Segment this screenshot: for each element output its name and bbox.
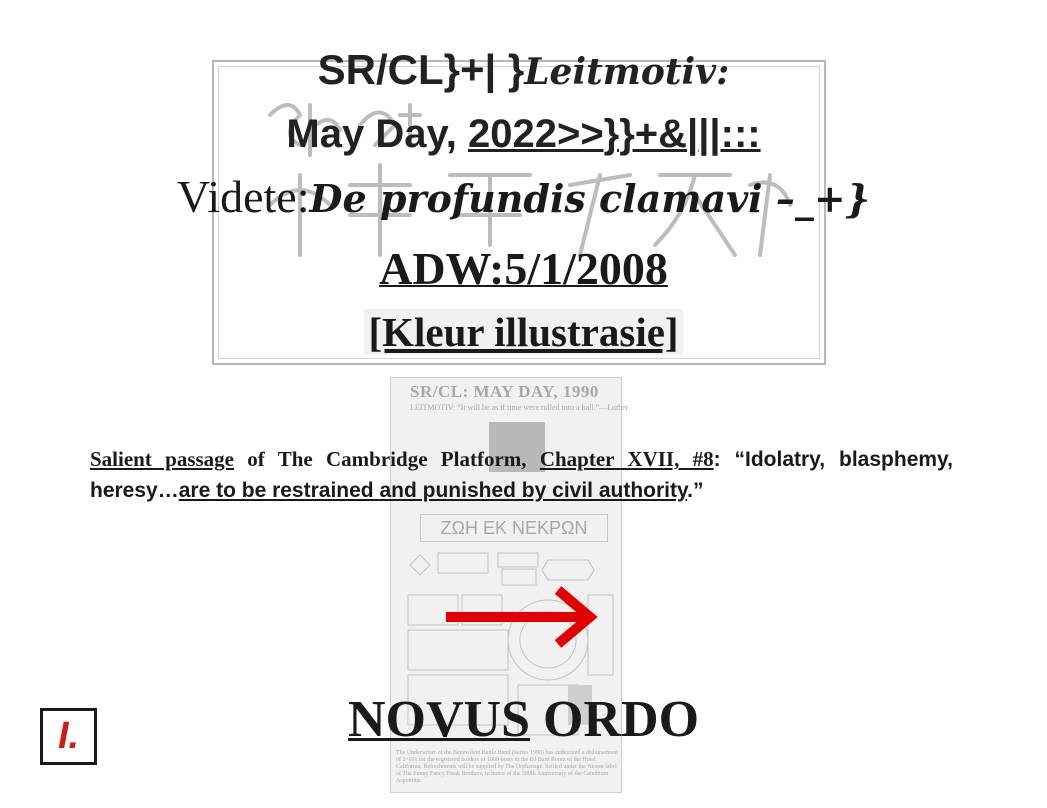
passage-quote-start: : “Idolatry, blasphemy, heresy…: [90, 448, 954, 502]
title-line-1-suffix: :: [716, 51, 730, 93]
title-line-2-prefix: May Day,: [286, 112, 468, 156]
title-line-2-underlined: 2022>>}}+&|||:::: [467, 112, 761, 156]
red-arrow-icon: [446, 586, 606, 648]
title-line-3: [0, 170, 1047, 223]
passage-quote-underlined: are to be restrained and punished by civil authority: [178, 479, 688, 502]
novus-ordo-heading: [0, 690, 1047, 749]
passage-source: of The Cambridge Platform,: [234, 447, 540, 471]
passage-chapter: Chapter XVII, #8: [539, 447, 714, 471]
heading-rest: ORDO: [530, 691, 700, 748]
title-line-1-prefix: SR/CL}+| }: [317, 46, 525, 93]
title-line-1: [0, 46, 1047, 94]
title-line-3-prefix: Videte:: [176, 171, 310, 222]
passage-label: Salient passage: [90, 447, 234, 471]
illustration-label: [Kleur illustrasie]: [364, 309, 682, 355]
scan-page-title: SR/CL: MAY DAY, 1990: [410, 382, 599, 401]
salient-passage: [90, 444, 953, 506]
passage-quote-end: .”: [687, 479, 704, 502]
scan-page-footer: The Underwriter of the Benevolent Battle Band (Series 1990) has authorized a disbursement of 2^101 for the registered holders of 1000 bears in the Ed Bard Room of the Hotel California. Refreshments will be supplied by The Orphanage. Settled under the Nissan label of The Funny Fancy Freak Brothers, in honor of the 500th Anniversary of the Cenobium Aspontius.: [396, 750, 618, 784]
scan-page-motiv: LEITMOTIV: “It will be as if time were rolled into a ball.”—Luther: [410, 403, 629, 412]
title-line-3-script: De profundis clamavi: [309, 176, 763, 221]
scan-page-greek-heading: ΖΩΗ ΕΚ ΝΕΚΡΩΝ: [420, 514, 608, 542]
title-line-3-suffix: –_+}: [762, 176, 871, 221]
title-line-illustration: [0, 308, 1047, 356]
title-line-1-script: Leitmotiv: [524, 51, 717, 93]
logo-badge: I.: [40, 708, 97, 765]
title-line-2: [0, 112, 1047, 157]
heading-underlined: NOVUS: [347, 691, 531, 748]
title-line-date: ADW:5/1/2008: [379, 243, 668, 294]
